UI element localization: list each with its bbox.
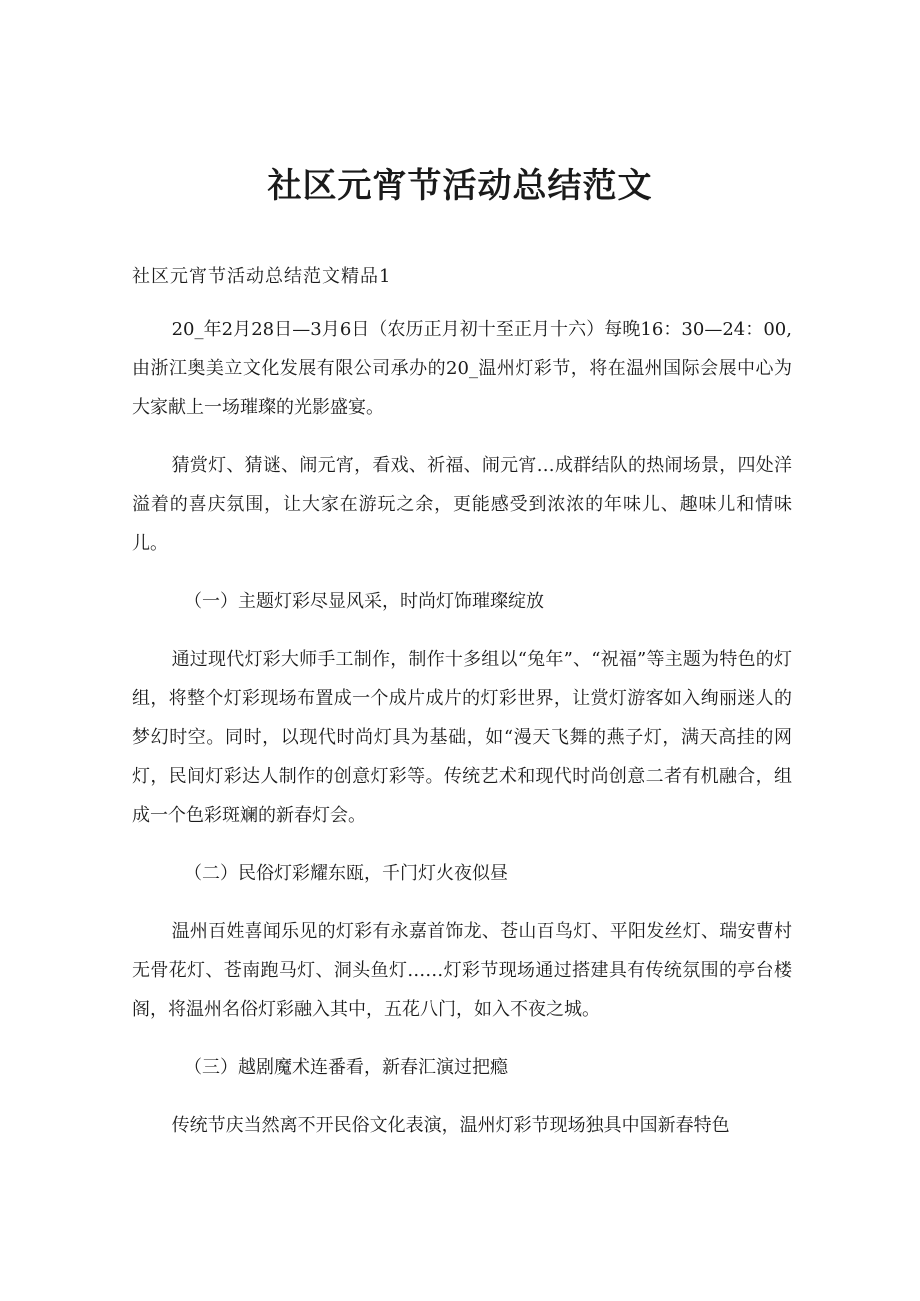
paragraph-section-1: 通过现代灯彩大师手工制作，制作十多组以“兔年”、“祝福”等主题为特色的灯组，将整个灯彩现场布置成一个成片成片的灯彩世界，让赏灯游客如入绚丽迷人的梦幻时空。同时，以现代时尚灯具为基础，如“漫天飞舞的燕子灯，满天高挂的网灯，民间灯彩达人制作的创意灯彩等。传统艺术和现代时尚创意二者有机融合，组成一个色彩斑斓的新春灯会。 xyxy=(132,649,792,826)
section-heading-1: （一）主题灯彩尽显风采，时尚灯饰璀璨绽放 xyxy=(184,591,544,612)
paragraph-section-2: 温州百姓喜闻乐见的灯彩有永嘉首饰龙、苍山百鸟灯、平阳发丝灯、瑞安曹村无骨花灯、苍南跑马灯、洞头鱼灯……灯彩节现场通过搭建具有传统氛围的亭台楼阁，将温州名俗灯彩融入其中，五花八门，如入不夜之城。 xyxy=(132,921,792,1020)
page-title: 社区元宵节活动总结范文 xyxy=(267,166,653,206)
paragraph-intro: 20_年2月28日—3月6日（农历正月初十至正月十六）每晚16：30—24：00,由浙江奥美立文化发展有限公司承办的20_温州灯彩节，将在温州国际会展中心为大家献上一场璀璨的光影盛宴。 xyxy=(132,319,792,418)
section-heading-2: （二）民俗灯彩耀东瓯，千门灯火夜似昼 xyxy=(184,863,508,884)
document-body xyxy=(132,310,792,1145)
paragraph-section-3: 传统节庆当然离不开民俗文化表演，温州灯彩节现场独具中国新春特色 xyxy=(171,1115,730,1136)
document-subtitle: 社区元宵节活动总结范文精品1 xyxy=(132,266,392,287)
section-heading-3: （三）越剧魔术连番看，新春汇演过把瘾 xyxy=(184,1057,508,1078)
paragraph-atmosphere: 猜赏灯、猜谜、闹元宵，看戏、祈福、闹元宵…成群结队的热闹场景，四处洋溢着的喜庆氛围，让大家在游玩之余，更能感受到浓浓的年味儿、趣味儿和情味儿。 xyxy=(132,455,792,554)
